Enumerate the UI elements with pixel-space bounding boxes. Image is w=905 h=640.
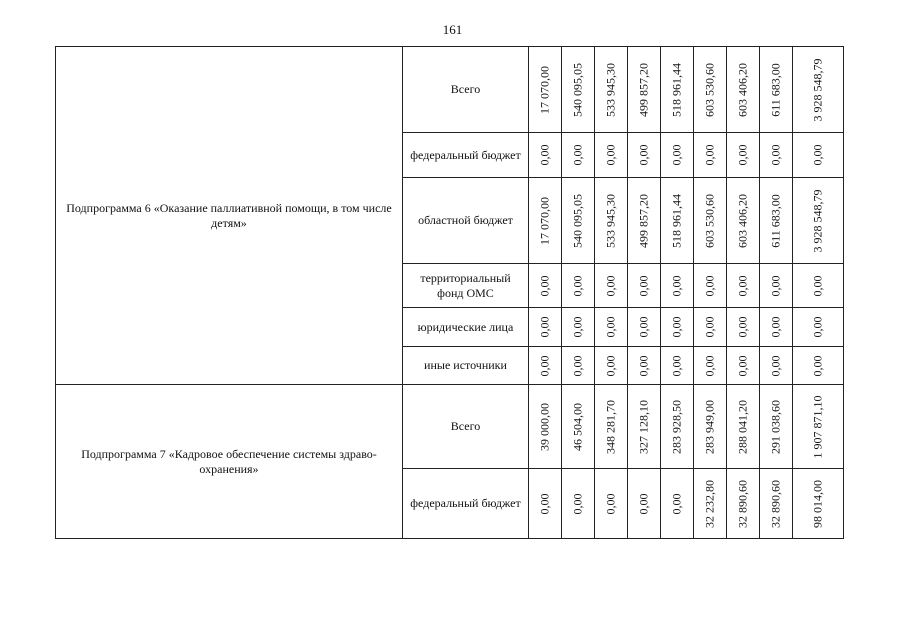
value-cell: 0,00 <box>562 133 595 178</box>
value-cell: 533 945,30 <box>595 47 628 133</box>
program-name: Подпрограмма 7 «Кадровое обеспечение системы здраво-охранения» <box>56 385 403 539</box>
value-cell: 32 890,60 <box>727 469 760 539</box>
value-cell: 0,00 <box>595 469 628 539</box>
value-cell: 603 406,20 <box>727 47 760 133</box>
value-cell: 0,00 <box>595 264 628 308</box>
value-cell: 17 070,00 <box>529 178 562 264</box>
value-cell: 46 504,00 <box>562 385 595 469</box>
value-cell: 611 683,00 <box>760 47 793 133</box>
value-cell: 0,00 <box>562 469 595 539</box>
value-cell: 0,00 <box>727 264 760 308</box>
value-cell: 0,00 <box>529 469 562 539</box>
value-cell: 32 232,80 <box>694 469 727 539</box>
value-cell: 0,00 <box>562 308 595 347</box>
value-cell: 0,00 <box>661 308 694 347</box>
source-label: территориальный фонд ОМС <box>403 264 529 308</box>
value-cell: 518 961,44 <box>661 47 694 133</box>
source-label: федеральный бюджет <box>403 133 529 178</box>
value-cell: 1 907 871,10 <box>793 385 844 469</box>
value-cell: 0,00 <box>628 308 661 347</box>
value-cell: 0,00 <box>760 264 793 308</box>
value-cell: 0,00 <box>694 133 727 178</box>
value-cell: 0,00 <box>727 133 760 178</box>
source-label: федеральный бюджет <box>403 469 529 539</box>
source-label: областной бюджет <box>403 178 529 264</box>
value-cell: 0,00 <box>595 308 628 347</box>
value-cell: 0,00 <box>661 133 694 178</box>
value-cell: 533 945,30 <box>595 178 628 264</box>
value-cell: 288 041,20 <box>727 385 760 469</box>
value-cell: 0,00 <box>760 308 793 347</box>
program-name: Подпрограмма 6 «Оказание паллиативной помощи, в том числе детям» <box>56 47 403 385</box>
value-cell: 327 128,10 <box>628 385 661 469</box>
value-cell: 0,00 <box>562 347 595 385</box>
value-cell: 98 014,00 <box>793 469 844 539</box>
value-cell: 0,00 <box>727 308 760 347</box>
value-cell: 0,00 <box>793 133 844 178</box>
value-cell: 283 928,50 <box>661 385 694 469</box>
value-cell: 603 530,60 <box>694 47 727 133</box>
value-cell: 0,00 <box>661 264 694 308</box>
value-cell: 0,00 <box>793 308 844 347</box>
value-cell: 0,00 <box>694 308 727 347</box>
value-cell: 0,00 <box>661 469 694 539</box>
value-cell: 348 281,70 <box>595 385 628 469</box>
value-cell: 0,00 <box>529 133 562 178</box>
value-cell: 0,00 <box>562 264 595 308</box>
value-cell: 603 530,60 <box>694 178 727 264</box>
value-cell: 518 961,44 <box>661 178 694 264</box>
value-cell: 0,00 <box>661 347 694 385</box>
value-cell: 0,00 <box>760 133 793 178</box>
value-cell: 0,00 <box>628 469 661 539</box>
value-cell: 499 857,20 <box>628 47 661 133</box>
value-cell: 0,00 <box>529 308 562 347</box>
value-cell: 540 095,05 <box>562 178 595 264</box>
value-cell: 603 406,20 <box>727 178 760 264</box>
value-cell: 0,00 <box>694 264 727 308</box>
value-cell: 39 000,00 <box>529 385 562 469</box>
value-cell: 0,00 <box>595 347 628 385</box>
value-cell: 0,00 <box>628 133 661 178</box>
value-cell: 540 095,05 <box>562 47 595 133</box>
value-cell: 17 070,00 <box>529 47 562 133</box>
value-cell: 0,00 <box>628 264 661 308</box>
value-cell: 0,00 <box>529 264 562 308</box>
value-cell: 283 949,00 <box>694 385 727 469</box>
value-cell: 0,00 <box>793 347 844 385</box>
page-number: 161 <box>442 22 463 37</box>
value-cell: 0,00 <box>628 347 661 385</box>
table-row <box>56 385 844 469</box>
value-cell: 0,00 <box>760 347 793 385</box>
value-cell: 0,00 <box>694 347 727 385</box>
source-label: Всего <box>403 47 529 133</box>
budget-table <box>55 46 844 539</box>
value-cell: 0,00 <box>595 133 628 178</box>
value-cell: 0,00 <box>727 347 760 385</box>
value-cell: 0,00 <box>793 264 844 308</box>
value-cell: 611 683,00 <box>760 178 793 264</box>
source-label: Всего <box>403 385 529 469</box>
value-cell: 291 038,60 <box>760 385 793 469</box>
value-cell: 3 928 548,79 <box>793 47 844 133</box>
source-label: иные источники <box>403 347 529 385</box>
value-cell: 32 890,60 <box>760 469 793 539</box>
source-label: юридические лица <box>403 308 529 347</box>
value-cell: 0,00 <box>529 347 562 385</box>
value-cell: 3 928 548,79 <box>793 178 844 264</box>
table-row <box>56 47 844 133</box>
value-cell: 499 857,20 <box>628 178 661 264</box>
